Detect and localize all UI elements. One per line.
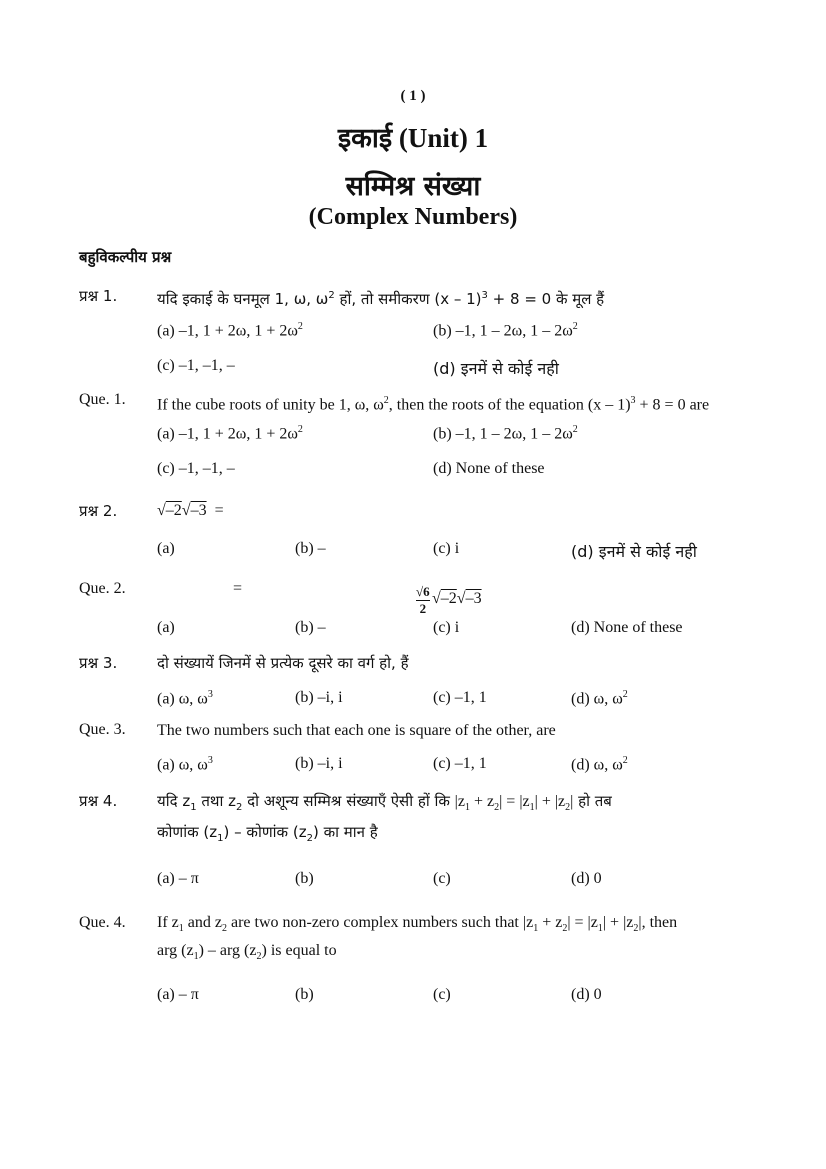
option-d: (d) None of these <box>571 619 683 636</box>
question-label: प्रश्न 3. <box>79 654 118 672</box>
option-d: (d) ω, $\omega^2$ <box>571 689 628 708</box>
option-a: (a) –1, 1 + 2ω, $1 + 2\omega^2$ <box>157 424 303 443</box>
option-c: (c) <box>433 870 451 887</box>
option-c: (c) i <box>433 619 460 636</box>
question-label: Que. 4. <box>79 914 126 931</box>
option-a: (a) ω, $\omega^3$ <box>157 755 213 774</box>
option-c: (c) –1, 1 <box>433 689 487 706</box>
option-c: (c) <box>433 986 451 1003</box>
question-label: Que. 3. <box>79 721 126 738</box>
question-expression: √–2√–3 <box>432 590 482 607</box>
option-a: (a) – π <box>157 986 199 1003</box>
option-a: (a) ω, $\omega^3$ <box>157 689 213 708</box>
question-label: प्रश्न 1. <box>79 287 118 305</box>
option-c: (c) –1, –1, – <box>157 357 235 374</box>
question-label: प्रश्न 2. <box>79 502 118 520</box>
option-b: (b) – <box>295 619 326 636</box>
option-b: (b) –1, 1 – 2ω, $1 - 2\omega^2$ <box>433 321 578 340</box>
option-d: (d) 0 <box>571 986 602 1003</box>
option-b: (b) <box>295 986 314 1003</box>
option-c: (c) i <box>433 540 460 557</box>
section-title: बहुविकल्पीय प्रश्न <box>79 248 172 266</box>
page-number: ( 1 ) <box>400 88 426 104</box>
option-d: (d) 0 <box>571 870 602 887</box>
option-a: (a) – π <box>157 870 199 887</box>
option-b: (b) – <box>295 540 326 557</box>
question-text: यदि $z_1$ तथा $z_2$ दो अशून्य सम्मिश्र संख्याएँ ऐसी हों कि $|z_1 + z_2| = |z_1| + |z_2|$ हो तब कोणांक $(z_1)$ – कोणांक $(z_2)$ का मान है <box>157 792 612 845</box>
option-c: (c) –1, 1 <box>433 755 487 772</box>
question-text: दो संख्यायें जिनमें से प्रत्येक दूसरे का वर्ग हो, हैं <box>157 654 409 672</box>
option-d: (d) इनमें से कोई नही <box>571 542 697 561</box>
option-b: (b) <box>295 870 314 887</box>
question-text: यदि इकाई के घनमूल 1, ω, $\omega^2$ हों, तो समीकरण (x – 1)$^3$ + 8 = 0 के मूल हैं <box>157 290 605 308</box>
option-a: (a) <box>157 619 175 636</box>
option-d: (d) इनमें से कोई नही <box>433 359 559 378</box>
option-b: (b) –i, i <box>295 689 343 706</box>
fraction: √6 2 <box>416 584 430 616</box>
option-a: (a) <box>157 540 175 557</box>
english-chapter-title: (Complex Numbers) <box>308 204 518 230</box>
equals-sign: = <box>233 580 243 597</box>
unit-title: इकाई (Unit) 1 <box>337 123 489 153</box>
option-b: (b) –i, i <box>295 755 343 772</box>
question-label: प्रश्न 4. <box>79 792 118 810</box>
question-text: If the cube roots of unity be 1, ω, $\omega^2$, then the roots of the equation (x – 1)$^3$ + 8 = 0 are <box>157 395 710 414</box>
option-d: (d) None of these <box>433 460 545 477</box>
option-c: (c) –1, –1, – <box>157 460 235 477</box>
hindi-chapter-title: सम्मिश्र संख्या <box>345 171 481 202</box>
option-a: (a) –1, 1 + 2ω, $1 + 2\omega^2$ <box>157 321 303 340</box>
question-label: Que. 1. <box>79 391 126 408</box>
question-text: The two numbers such that each one is square of the other, are <box>157 722 556 739</box>
option-d: (d) ω, $\omega^2$ <box>571 755 628 774</box>
option-b: (b) –1, 1 – 2ω, $1 - 2\omega^2$ <box>433 424 578 443</box>
question-label: Que. 2. <box>79 580 126 597</box>
question-text: If $z_1$ and $z_2$ are two non-zero complex numbers such that $|z_1 + z_2| = |z_1| + |z_2|$, then arg $(z_1)$ – arg $(z_2)$ is equal to <box>157 914 678 963</box>
question-expression: √–2√–3 = <box>157 502 224 519</box>
